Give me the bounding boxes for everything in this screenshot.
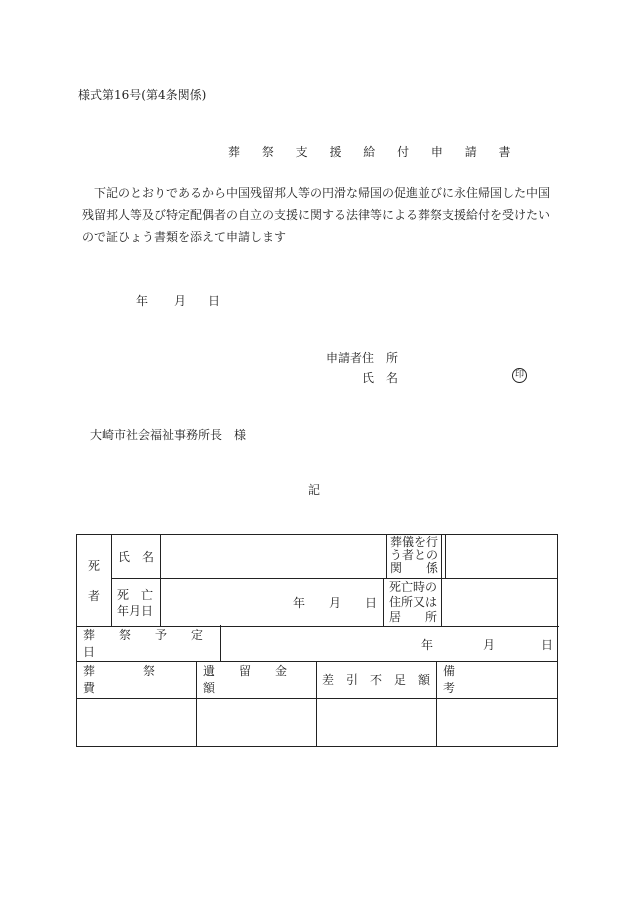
notes-value-cell[interactable]	[437, 698, 558, 746]
shortfall-value-cell[interactable]	[317, 698, 437, 746]
name-label-cell	[112, 535, 161, 579]
col-shortfall-label: 差 引 不 足 額	[322, 672, 431, 687]
ki-marker: 記	[308, 483, 321, 497]
address-label-2: 住所又は	[389, 595, 438, 609]
relation-label-1: 葬儀を行	[390, 535, 439, 549]
address-label-1: 死亡時の	[389, 580, 438, 594]
date-day: 日	[208, 294, 221, 308]
death-date-label-cell	[112, 579, 161, 627]
funeral-date-label: 葬 祭 予 定 日	[83, 627, 228, 659]
funeral-day: 日	[541, 638, 554, 652]
addressee: 大崎市社会福祉事務所長 様	[90, 428, 247, 442]
cost-table	[76, 661, 564, 747]
death-address-value-cell[interactable]	[442, 579, 558, 627]
relation-label-2: う者との	[390, 548, 439, 562]
funeral-year: 年	[421, 638, 434, 652]
col-shortfall-header	[317, 661, 437, 698]
date-month: 月	[174, 294, 187, 308]
col-cost-header	[77, 661, 204, 698]
col-estate-label: 遺 留 金 額	[203, 664, 312, 696]
col-cost-label: 葬 祭 費	[83, 664, 204, 696]
funeral-date-value-cell[interactable]	[221, 625, 558, 661]
deceased-info-table	[76, 534, 558, 627]
funeral-date-table	[76, 625, 558, 662]
deceased-label-2: 者	[87, 588, 100, 603]
document-title: 葬 祭 支 援 給 付 申 請 書	[228, 145, 520, 159]
relation-label-box	[386, 534, 446, 579]
col-notes-label: 備 考	[443, 664, 564, 696]
name-label: 氏 名	[118, 550, 155, 564]
applicant-address-label: 申請者住 所	[326, 351, 399, 365]
cost-value-cell[interactable]	[77, 698, 197, 746]
death-date-value-cell[interactable]	[161, 579, 384, 627]
application-statement: 下記のとおりであるから中国残留邦人等の円滑な帰国の促進並びに永住帰国した中国残留邦人等及び特定配偶者の自立の支援に関する法律等による葬祭支援給付を受けたいので証ひょう書類を添えて申請します	[82, 186, 551, 244]
funeral-month: 月	[483, 638, 496, 652]
deceased-header-cell	[77, 535, 112, 627]
death-label-2: 年月日	[117, 603, 154, 618]
death-address-label-cell	[384, 579, 442, 627]
col-notes-header	[437, 661, 564, 698]
death-date: 年 月 日	[292, 596, 377, 610]
seal-mark: 印	[512, 368, 527, 383]
date-year: 年	[136, 294, 149, 308]
deceased-label-1: 死	[87, 558, 100, 573]
applicant-name-label: 氏 名	[362, 371, 399, 385]
funeral-date-label-cell	[77, 625, 228, 661]
relation-value-cell[interactable]	[446, 535, 558, 579]
estate-value-cell[interactable]	[197, 698, 317, 746]
death-label-1: 死 亡	[117, 587, 154, 602]
address-label-3: 居 所	[389, 610, 438, 624]
form-number: 様式第16号(第4条関係)	[78, 88, 207, 102]
col-estate-header	[197, 661, 317, 698]
relation-label-3: 関 係	[390, 561, 439, 575]
